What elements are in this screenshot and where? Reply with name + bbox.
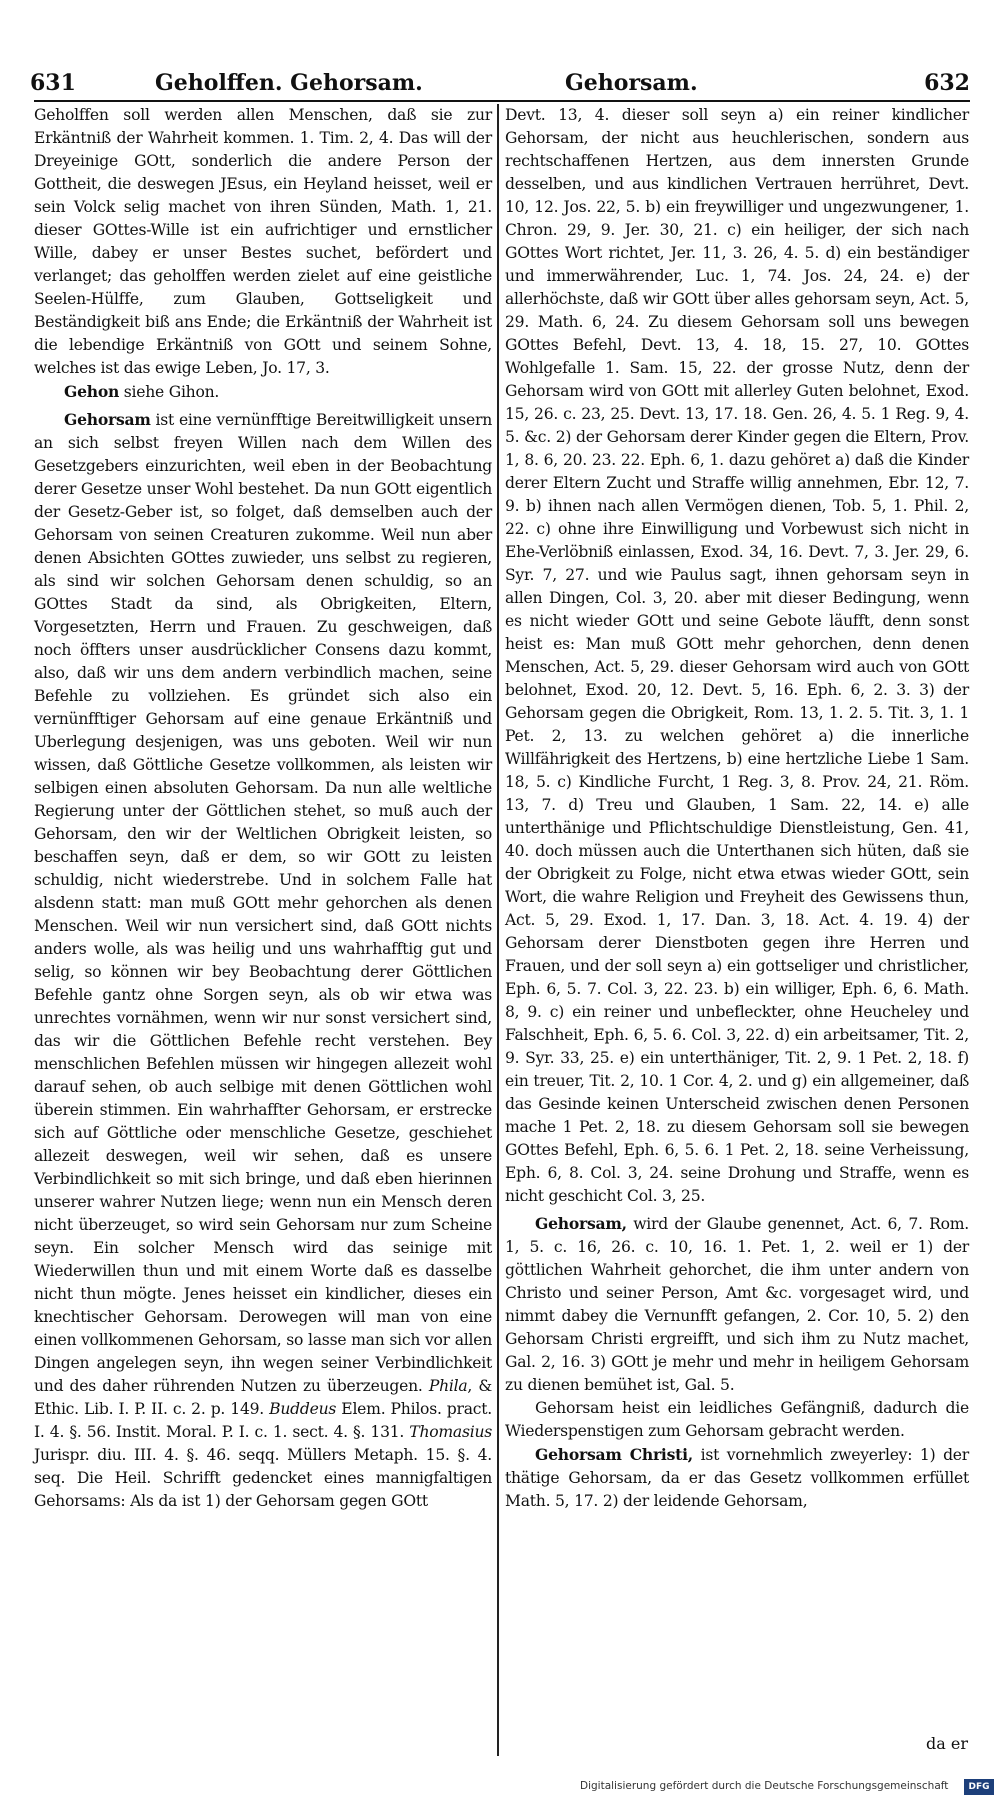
left-running-title: Geholffen. Gehorsam. xyxy=(155,70,423,96)
right-running-title: Gehorsam. xyxy=(565,70,698,96)
right-page-number: 632 xyxy=(924,70,970,96)
entry-gehorsam-glaube: Gehorsam, wird der Glaube genennet, Act. 6, 7. Rom. 1, 5. c. 16, 26. c. 10, 16. 1. Pet. 1, 2. weil er 1) der göttlichen Wahrheit gehorchet, die ihm unter andern von Christo und seiner Person, Amt &c. vorgesaget wird, und nimmt dabey die Vernunfft gefangen, 2. Cor. 10, 5. 2) den Gehorsam Christi ergreifft, und sich ihm zu Nutz machet, Gal. 2, 16. 3) GOtt je mehr und mehr in heiligem Gehorsam zu dienen bemühet ist, Gal. 5. xyxy=(505,1214,969,1394)
header-rule xyxy=(34,100,970,102)
entry-gehorsam-christi-lemma: Gehorsam Christi, xyxy=(535,1445,693,1464)
entry-gehon: Gehon siehe Gihon. xyxy=(64,382,220,401)
left-column xyxy=(34,104,492,1513)
left-page-number: 631 xyxy=(30,70,76,96)
right-column xyxy=(505,104,969,1513)
entry-gehorsam: Gehorsam ist eine vernünfftige Bereitwilligkeit unsern an sich selbst freyen Willen nach dem Willen des Gesetzgebers einzurichten, weil eben in der Beobachtung derer Gesetze unser Wohl bestehet. Da nun GOtt eigentlich der Gesetz-Geber ist, so folget, daß demselben auch der Gehorsam von seinen Creaturen zukomme. Weil nun aber denen Absichten GOttes zuwieder, uns selbst zu regieren, als sind wir solchen Gehorsam denen schuldig, so an GOttes Stadt da sind, als Obrigkeiten, Eltern, Vorgesetzten, Herrn und Frauen. Zu geschweigen, daß noch öffters unser ausdrücklicher Consens dazu kommt, also, daß wir uns dem andern verbindlich machen, seine Befehle zu vollziehen. Es gründet sich also ein vernünfftiger Gehorsam auf eine genaue Erkäntniß und Uberlegung desjenigen, was uns geboten. Weil wir nun wissen, daß Göttliche Gesetze vollkommen, als leisten wir selbigen einen absoluten Gehorsam. Da nun alle weltliche Regierung unter der Göttlichen stehet, so muß auch der Gehorsam, den wir der Weltlichen Obrigkeit leisten, so beschaffen seyn, daß er dem, so wir GOtt zu leisten schuldig, nicht wiederstrebe. Und in solchem Falle hat alsdenn statt: man muß GOtt mehr gehorchen als denen Menschen. Weil wir nun versichert sind, daß GOtt nichts anders wolle, als was heilig und uns wahrhafftig gut und selig, so können wir bey Beobachtung derer Göttlichen Befehle gantz ohne Sorgen seyn, als ob wir etwa was unrechtes vornähmen, wenn wir nur sonst versichert sind, das wir die Göttlichen Befehle recht verstehen. Bey menschlichen Befehlen müssen wir hingegen allezeit wohl darauf sehen, ob auch selbige mit denen Göttlichen wohl überein stimmen. Ein wahrhaffter Gehorsam, er erstrecke sich auf Göttliche oder menschliche Gesetze, geschiehet allezeit deswegen, weil wir sehen, daß es unsere Verbindlichkeit so mit sich bringe, und daß eben hierinnen unserer wahrer Nutzen liege; wenn nun ein Mensch deren nicht überzeuget, so wird sein Gehorsam nur zum Scheine seyn. Ein solcher Mensch wird das seinige mit Wiederwillen thun und mit einem Worte daß es dasselbe nicht thun mögte. Jenes heisset ein kindlicher, dieses ein knechtischer Gehorsam. Derowegen will man von eine einen vollkommenen Gehorsam, so lasse man sich vor allen Dingen angelegen seyn, ihn wegen seiner Verbindlichkeit und des daher rührenden Nutzen zu überzeugen. Phila, & Ethic. Lib. I. P. II. c. 2. p. 149. Buddeus Elem. Philos. pract. I. 4. §. 56. Instit. Moral. P. I. c. 1. sect. 4. §. 131. Thomasius Jurispr. diu. III. 4. §. 46. seqq. Müllers Metaph. 15. §. 4. seq. Die Heil. Schrifft gedencket eines mannigfaltigen Gehorsams: Als da ist 1) der Gehorsam gegen GOtt xyxy=(34,410,493,1510)
entry-gehon-lemma: Gehon xyxy=(64,382,120,401)
entry-gehorsam-lemma: Gehorsam xyxy=(64,410,151,429)
entry-geholffen: Geholffen soll werden allen Menschen, daß sie zur Erkäntniß der Wahrheit kommen. 1. Tim. 2, 4. Das will der Dreyeinige GOtt, sonderlich die andere Person der Gottheit, die deswegen JEsus, ein Heyland heisset, weil er sein Volck selig machet von ihren Sünden, Math. 1, 21. dieser GOttes-Wille ist ein aufrichtiger und ernstlicher Wille, dabey er unser Bestes suchet, befördert und verlanget; das geholffen werden zielet auf eine geistliche Seelen-Hülffe, zum Glauben, Gottseligkeit und Beständigkeit biß ans Ende; die Erkäntniß der Wahrheit ist die lebendige Erkäntniß von GOtt und seinem Sohne, welches ist das ewige Leben, Jo. 17, 3. xyxy=(34,106,492,377)
entry-gehorsam-gefaengnis: Gehorsam heist ein leidliches Gefängniß, dadurch die Wiederspenstigen zum Gehorsam gebracht werden. xyxy=(505,1399,969,1440)
entry-gehorsam-continued: Devt. 13, 4. dieser soll seyn a) ein reiner kindlicher Gehorsam, der nicht aus heuchlerischen, sondern aus rechtschaffenen Hertzen, aus dem innersten Grunde desselben, und aus kindlichen Vertrauen herrühret, Devt. 10, 12. Jos. 22, 5. b) ein freywilliger und ungezwungener, 1. Chron. 29, 9. Jer. 30, 21. c) ein heiliger, der sich nach GOttes Wort richtet, Jer. 11, 3. 26, 4. 5. d) ein beständiger und immerwährender, Luc. 1, 74. Jos. 24, 24. e) der allerhöchste, daß wir GOtt über alles gehorsam seyn, Act. 5, 29. Math. 6, 24. Zu diesem Gehorsam soll uns bewegen GOttes Befehl, Devt. 13, 4. 18, 15. 27, 10. GOttes Wohlgefalle 1. Sam. 15, 22. der grosse Nutz, denn der Gehorsam wird von GOtt mit allerley Guten belohnet, Exod. 15, 26. c. 23, 25. Devt. 13, 17. 18. Gen. 26, 4. 5. 1 Reg. 9, 4. 5. &c. 2) der Gehorsam derer Kinder gegen die Eltern, Prov. 1, 8. 6, 20. 23. 22. Eph. 6, 1. dazu gehöret a) daß die Kinder derer Eltern Zucht und Straffe willig annehmen, Ebr. 12, 7. 9. b) ihnen nach allen Vermögen dienen, Tob. 5, 1. Phil. 2, 22. c) ohne ihre Einwilligung und Vorbewust sich nicht in Ehe-Verlöbniß einlassen, Exod. 34, 16. Devt. 7, 3. Jer. 29, 6. Syr. 7, 27. und wie Paulus sagt, ihnen gehorsam seyn in allen Dingen, Col. 3, 20. aber mit dieser Bedingung, wenn es nicht wieder GOtt und seine Gebote läufft, denn sonst heist es: Man muß GOtt mehr gehorchen, denn denen Menschen, Act. 5, 29. dieser Gehorsam wird auch von GOtt belohnet, Exod. 20, 12. Devt. 5, 16. Eph. 6, 2. 3. 3) der Gehorsam gegen die Obrigkeit, Rom. 13, 1. 2. 5. Tit. 3, 1. 1 Pet. 2, 13. zu welchen gehöret a) die innerliche Willfährigkeit des Hertzens, b) eine hertzliche Liebe 1 Sam. 18, 5. c) Kindliche Furcht, 1 Reg. 3, 8. Prov. 24, 21. Röm. 13, 7. d) Treu und Glauben, 1 Sam. 22, 14. e) alle unterthänige und Pflichtschuldige Dienstleistung, Gen. 41, 40. doch müssen auch die Unterthanen sich hüten, daß sie der Obrigkeit zu Folge, nicht etwa etwas wieder GOtt, sein Wort, die wahre Religion und Freyheit des Gewissens thun, Act. 5, 29. Exod. 1, 17. Dan. 3, 18. Act. 4. 19. 4) der Gehorsam derer Dienstboten gegen ihre Herren und Frauen, und der soll seyn a) ein gottseliger und christlicher, Eph. 6, 5. 7. Col. 3, 22. 23. b) ein williger, Eph. 6, 6. Math. 8, 9. c) ein reiner und unbefleckter, ohne Heucheley und Falschheit, Eph. 6, 5. 6. Col. 3, 22. d) ein arbeitsamer, Tit. 2, 9. Syr. 33, 25. e) ein unterthäniger, Tit. 2, 9. 1 Pet. 2, 18. f) ein treuer, Tit. 2, 10. 1 Cor. 4, 2. und g) ein allgemeiner, daß das Gesinde keinen Unterscheid zwischen denen Personen mache 1 Pet. 2, 18. zu diesem Gehorsam soll sie bewegen GOttes Befehl, Eph. 6, 5. 6. 1 Pet. 2, 18. seine Verheissung, Eph. 6, 8. Col. 3, 24. seine Drohung und Straffe, wenn es nicht geschicht Col. 3, 25. xyxy=(505,106,970,1205)
entry-gehorsam-glaube-lemma: Gehorsam, xyxy=(535,1214,627,1233)
dfg-logo: DFG xyxy=(964,1779,994,1795)
catchword: da er xyxy=(926,1734,968,1753)
page-header xyxy=(30,62,970,100)
column-divider xyxy=(497,104,499,1756)
entry-gehorsam-christi: Gehorsam Christi, ist vornehmlich zweyerley: 1) der thätige Gehorsam, da er das Gesetz vollkommen erfüllet Math. 5, 17. 2) der leidende Gehorsam, xyxy=(505,1445,969,1510)
digitization-note: Digitalisierung gefördert durch die Deutsche Forschungsgemeinschaft xyxy=(580,1780,949,1792)
